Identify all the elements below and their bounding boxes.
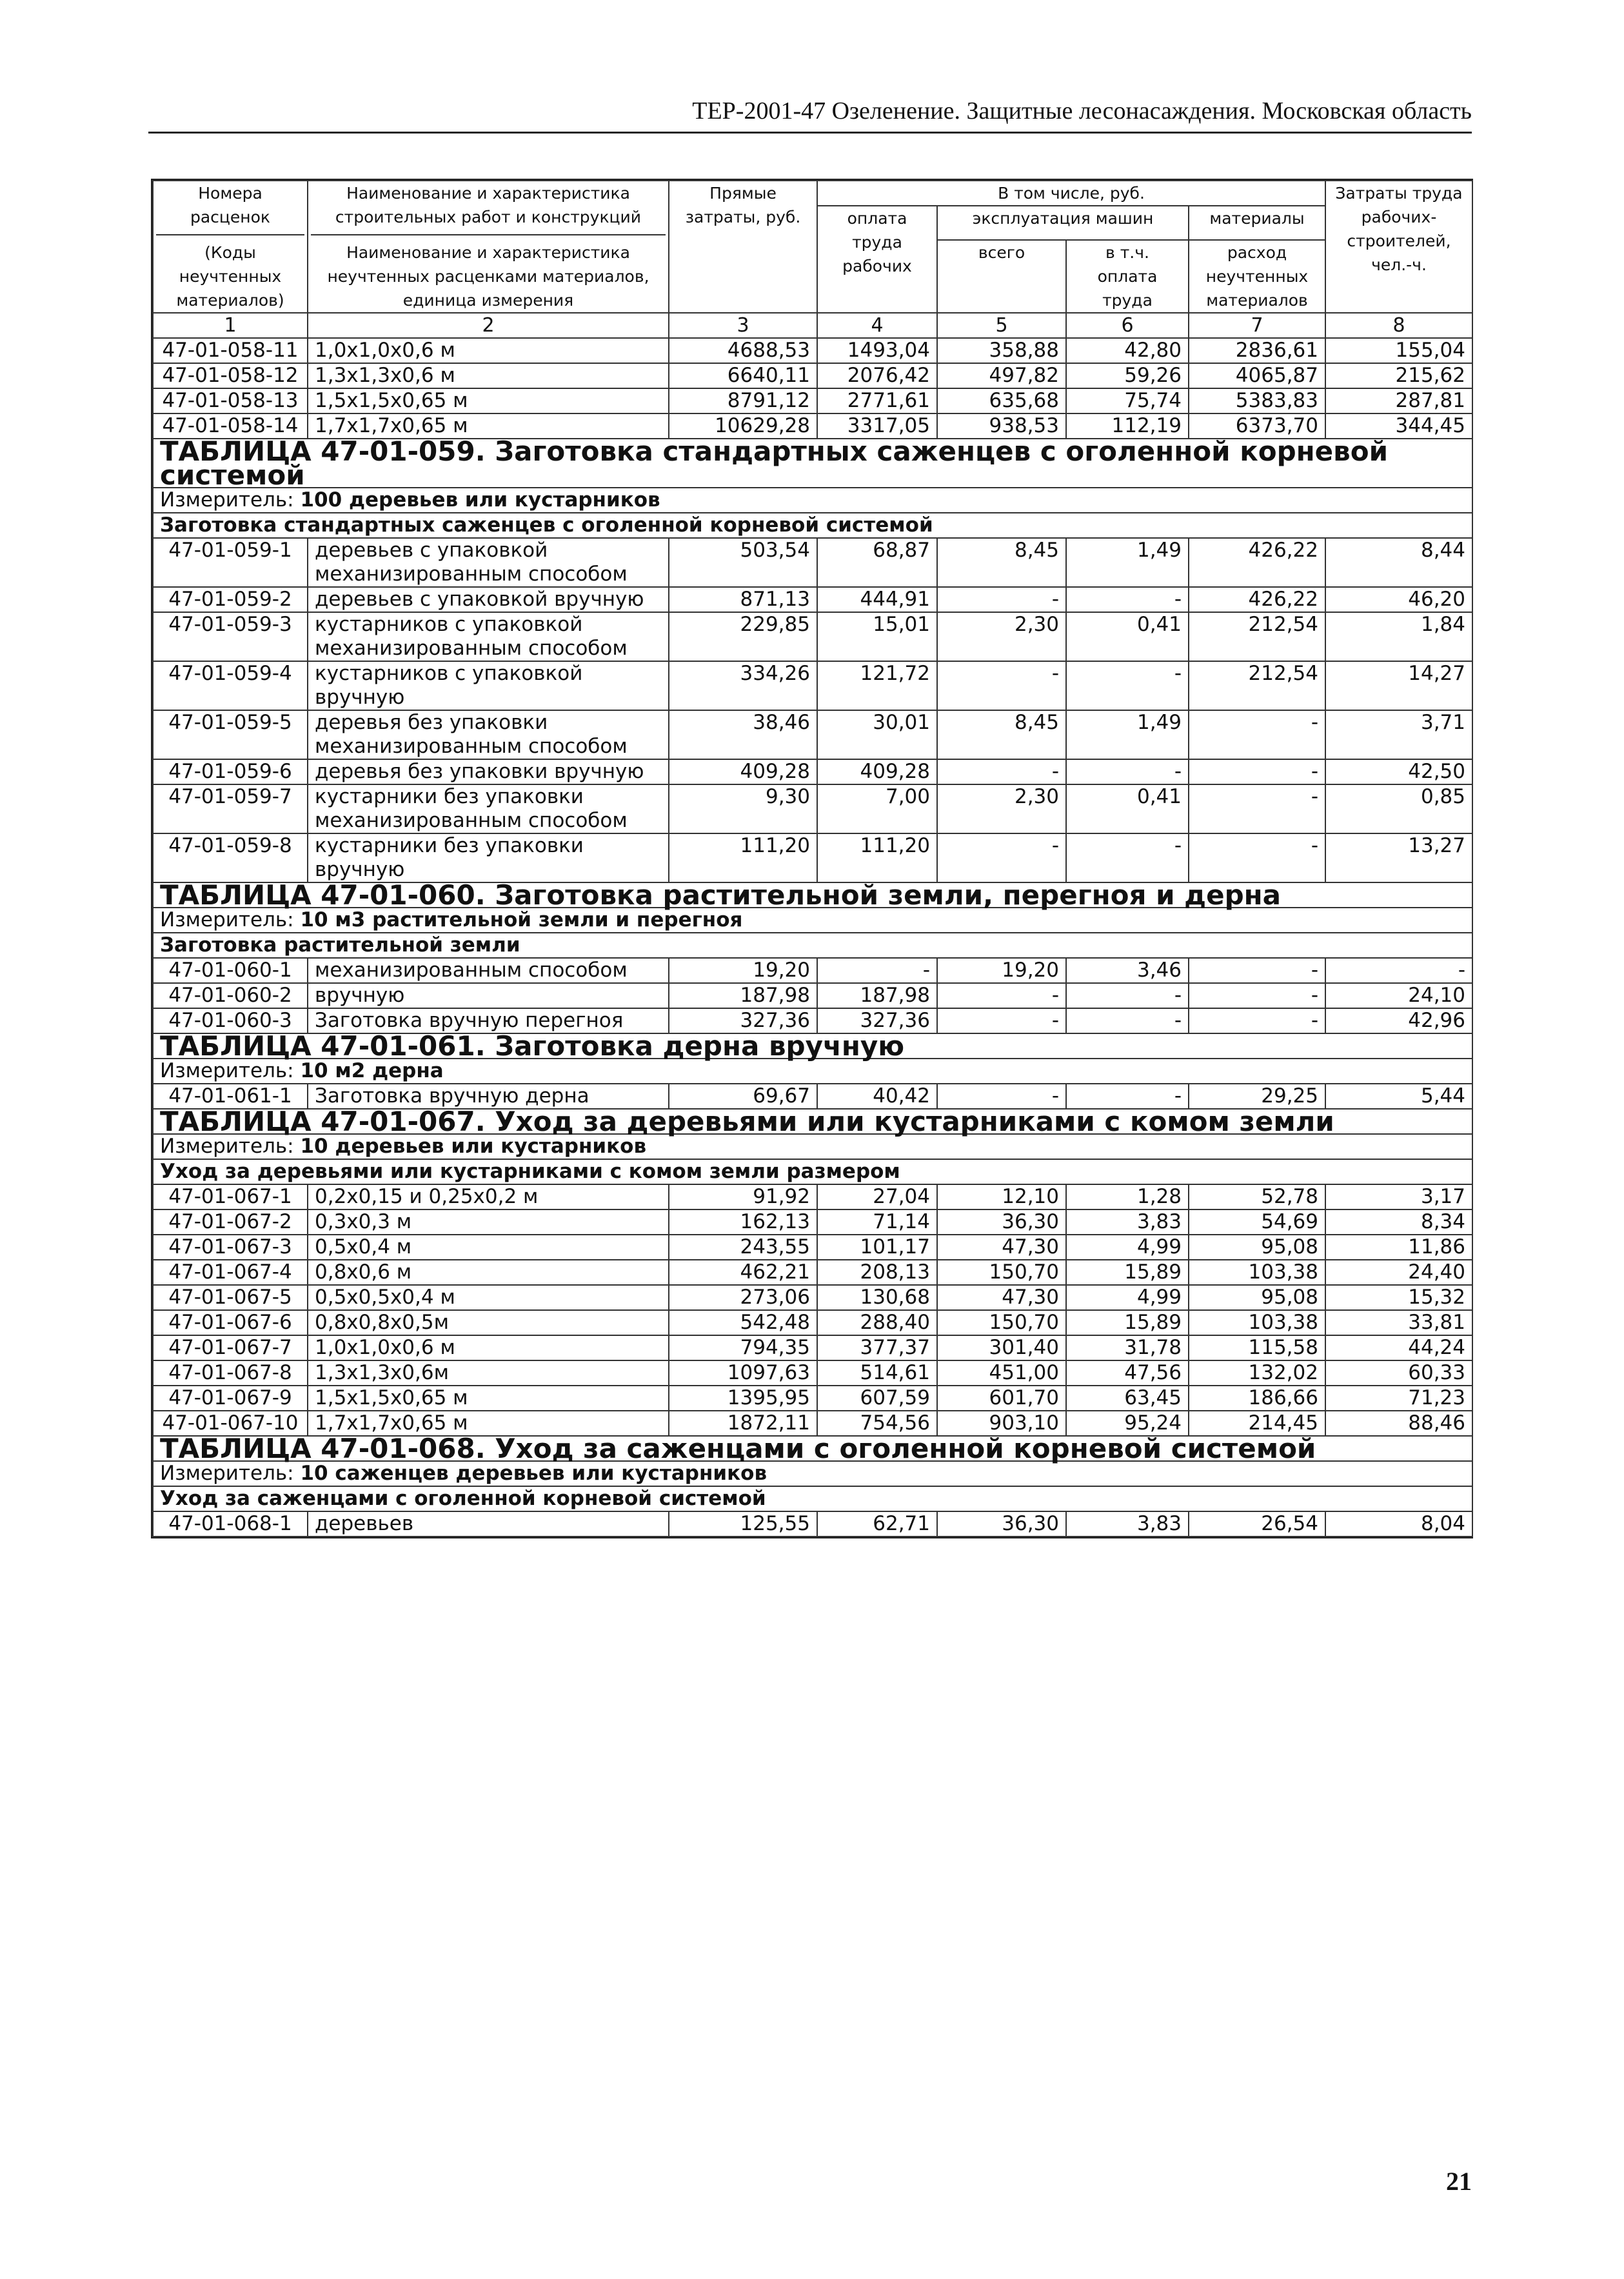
cell-mat: 186,66 xyxy=(1189,1386,1325,1411)
col-number: 1 xyxy=(153,313,308,338)
table-title-row xyxy=(153,1436,1472,1461)
section-row xyxy=(153,1159,1472,1184)
meter-row xyxy=(153,488,1472,513)
table-row xyxy=(153,1386,1472,1411)
cell-name: деревья без упаковки механизированным способом xyxy=(308,710,669,759)
cell-name: кустарников с упаковкой вручную xyxy=(308,661,669,710)
meter-row xyxy=(153,1134,1472,1159)
cell-mach: 8,45 xyxy=(937,710,1066,759)
cell-direct: 542,48 xyxy=(669,1310,817,1335)
table-title: ТАБЛИЦА 47-01-060. Заготовка растительной земли, перегноя и дерна xyxy=(153,882,1472,908)
cell-hours: 71,23 xyxy=(1325,1386,1472,1411)
section-row xyxy=(153,1486,1472,1511)
header-row-1 xyxy=(153,181,1472,206)
cell-code: 47-01-058-11 xyxy=(153,338,308,363)
cell-mat: 54,69 xyxy=(1189,1209,1325,1235)
cell-direct: 462,21 xyxy=(669,1260,817,1285)
cell-code: 47-01-061-1 xyxy=(153,1084,308,1109)
cell-mat: - xyxy=(1189,710,1325,759)
cell-hours: 13,27 xyxy=(1325,833,1472,882)
cell-mach_labor: 95,24 xyxy=(1066,1411,1189,1436)
cell-labor: 2771,61 xyxy=(817,388,937,413)
cell-mach: - xyxy=(937,833,1066,882)
cell-code: 47-01-059-4 xyxy=(153,661,308,710)
cell-mach_labor: - xyxy=(1066,587,1189,612)
cell-labor: 187,98 xyxy=(817,983,937,1008)
cell-hours: 5,44 xyxy=(1325,1084,1472,1109)
cell-name: вручную xyxy=(308,983,669,1008)
cell-mach: - xyxy=(937,1008,1066,1033)
cell-mach: - xyxy=(937,661,1066,710)
cell-hours: 46,20 xyxy=(1325,587,1472,612)
cell-mach_labor: 112,19 xyxy=(1066,413,1189,439)
col-number: 7 xyxy=(1189,313,1325,338)
cell-mat: 95,08 xyxy=(1189,1285,1325,1310)
cell-code: 47-01-067-4 xyxy=(153,1260,308,1285)
cell-labor: 7,00 xyxy=(817,784,937,833)
cell-direct: 9,30 xyxy=(669,784,817,833)
cell-mat: 132,02 xyxy=(1189,1360,1325,1386)
header-name: Наименование и характеристика строительных работ и конструкций Наименование и характеристика неучтенных расценками материалов, единица измерения xyxy=(308,181,669,313)
cell-labor: 288,40 xyxy=(817,1310,937,1335)
header-codes: Номера расценок (Коды неучтенных материалов) xyxy=(153,181,308,313)
cell-code: 47-01-058-12 xyxy=(153,363,308,388)
col-number: 3 xyxy=(669,313,817,338)
cell-hours: 60,33 xyxy=(1325,1360,1472,1386)
table-row xyxy=(153,661,1472,710)
cell-labor: 130,68 xyxy=(817,1285,937,1310)
cell-mach_labor: - xyxy=(1066,759,1189,784)
cell-labor: 208,13 xyxy=(817,1260,937,1285)
cell-direct: 1872,11 xyxy=(669,1411,817,1436)
cell-code: 47-01-059-5 xyxy=(153,710,308,759)
cell-direct: 91,92 xyxy=(669,1184,817,1209)
cell-direct: 229,85 xyxy=(669,612,817,661)
cell-mat: - xyxy=(1189,983,1325,1008)
table-row xyxy=(153,1511,1472,1537)
cell-hours: 42,50 xyxy=(1325,759,1472,784)
cell-direct: 4688,53 xyxy=(669,338,817,363)
cell-hours: 1,84 xyxy=(1325,612,1472,661)
cell-code: 47-01-060-1 xyxy=(153,958,308,983)
cell-direct: 38,46 xyxy=(669,710,817,759)
cell-mach: 601,70 xyxy=(937,1386,1066,1411)
cell-direct: 8791,12 xyxy=(669,388,817,413)
meter: Измеритель: 10 м2 дерна xyxy=(153,1059,1472,1084)
cell-code: 47-01-059-1 xyxy=(153,538,308,587)
cell-hours: 15,32 xyxy=(1325,1285,1472,1310)
cell-mach: 36,30 xyxy=(937,1511,1066,1537)
cell-mat: 115,58 xyxy=(1189,1335,1325,1360)
column-numbers-row xyxy=(153,313,1472,338)
cell-mach: 903,10 xyxy=(937,1411,1066,1436)
cell-labor: 62,71 xyxy=(817,1511,937,1537)
header-machines-total: всего xyxy=(937,240,1066,313)
table-row xyxy=(153,1260,1472,1285)
cell-mat: 212,54 xyxy=(1189,661,1325,710)
cell-labor: 444,91 xyxy=(817,587,937,612)
cell-direct: 6640,11 xyxy=(669,363,817,388)
meter: Измеритель: 10 деревьев или кустарников xyxy=(153,1134,1472,1159)
table-row xyxy=(153,612,1472,661)
header-incl: В том числе, руб. xyxy=(817,181,1325,206)
cell-code: 47-01-059-3 xyxy=(153,612,308,661)
table-row xyxy=(153,784,1472,833)
cell-name: 1,7x1,7x0,65 м xyxy=(308,413,669,439)
cell-mach: 938,53 xyxy=(937,413,1066,439)
cell-hours: 44,24 xyxy=(1325,1335,1472,1360)
cell-mach_labor: - xyxy=(1066,983,1189,1008)
rates-table xyxy=(152,180,1473,1537)
cell-code: 47-01-067-8 xyxy=(153,1360,308,1386)
cell-code: 47-01-068-1 xyxy=(153,1511,308,1537)
cell-code: 47-01-059-6 xyxy=(153,759,308,784)
cell-mach: 36,30 xyxy=(937,1209,1066,1235)
table-row xyxy=(153,1360,1472,1386)
cell-code: 47-01-067-9 xyxy=(153,1386,308,1411)
cell-code: 47-01-059-2 xyxy=(153,587,308,612)
header-materials-sub: расход неучтенных материалов xyxy=(1189,240,1325,313)
cell-mach_labor: 0,41 xyxy=(1066,784,1189,833)
cell-name: кустарники без упаковки механизированным способом xyxy=(308,784,669,833)
table-row xyxy=(153,587,1472,612)
meter: Измеритель: 100 деревьев или кустарников xyxy=(153,488,1472,513)
cell-mach_labor: - xyxy=(1066,1008,1189,1033)
table-row xyxy=(153,958,1472,983)
cell-code: 47-01-067-10 xyxy=(153,1411,308,1436)
cell-name: 1,0x1,0x0,6 м xyxy=(308,1335,669,1360)
cell-hours: 287,81 xyxy=(1325,388,1472,413)
table-row xyxy=(153,1335,1472,1360)
cell-mach_labor: - xyxy=(1066,661,1189,710)
cell-direct: 10629,28 xyxy=(669,413,817,439)
cell-name: 0,8x0,6 м xyxy=(308,1260,669,1285)
cell-code: 47-01-059-8 xyxy=(153,833,308,882)
table-row xyxy=(153,759,1472,784)
cell-direct: 273,06 xyxy=(669,1285,817,1310)
meter: Измеритель: 10 саженцев деревьев или кустарников xyxy=(153,1461,1472,1486)
cell-hours: 33,81 xyxy=(1325,1310,1472,1335)
cell-hours: 8,04 xyxy=(1325,1511,1472,1537)
section-row xyxy=(153,933,1472,958)
cell-mat: 6373,70 xyxy=(1189,413,1325,439)
cell-name: 1,5x1,5x0,65 м xyxy=(308,388,669,413)
cell-mach: 47,30 xyxy=(937,1235,1066,1260)
cell-direct: 19,20 xyxy=(669,958,817,983)
cell-hours: 0,85 xyxy=(1325,784,1472,833)
cell-mach: - xyxy=(937,1084,1066,1109)
cell-name: механизированным способом xyxy=(308,958,669,983)
table-title-row xyxy=(153,439,1472,488)
cell-labor: 27,04 xyxy=(817,1184,937,1209)
meter: Измеритель: 10 м3 растительной земли и перегноя xyxy=(153,908,1472,933)
cell-mach_labor: - xyxy=(1066,833,1189,882)
cell-name: деревья без упаковки вручную xyxy=(308,759,669,784)
cell-labor: 101,17 xyxy=(817,1235,937,1260)
section-title: Уход за деревьями или кустарниками с комом земли размером xyxy=(153,1159,1472,1184)
cell-labor: 3317,05 xyxy=(817,413,937,439)
cell-mat: - xyxy=(1189,784,1325,833)
cell-labor: 1493,04 xyxy=(817,338,937,363)
cell-labor: 68,87 xyxy=(817,538,937,587)
header-direct: Прямые затраты, руб. xyxy=(669,181,817,313)
cell-mach_labor: 1,49 xyxy=(1066,538,1189,587)
cell-mach_labor: 42,80 xyxy=(1066,338,1189,363)
running-head: ТЕР-2001-47 Озеленение. Защитные лесонасаждения. Московская область xyxy=(148,97,1472,134)
cell-mat: 5383,83 xyxy=(1189,388,1325,413)
cell-name: 1,0x1,0x0,6 м xyxy=(308,338,669,363)
cell-code: 47-01-058-14 xyxy=(153,413,308,439)
cell-mach: 8,45 xyxy=(937,538,1066,587)
cell-mach_labor: 1,28 xyxy=(1066,1184,1189,1209)
cell-mach: - xyxy=(937,983,1066,1008)
table-row xyxy=(153,388,1472,413)
cell-name: 1,3x1,3x0,6м xyxy=(308,1360,669,1386)
cell-code: 47-01-060-3 xyxy=(153,1008,308,1033)
cell-name: Заготовка вручную дерна xyxy=(308,1084,669,1109)
col-number: 2 xyxy=(308,313,669,338)
cell-name: деревьев с упаковкой вручную xyxy=(308,587,669,612)
cell-labor: 377,37 xyxy=(817,1335,937,1360)
table-title-row xyxy=(153,1109,1472,1134)
cell-mach: 451,00 xyxy=(937,1360,1066,1386)
cell-mach_labor: 4,99 xyxy=(1066,1285,1189,1310)
cell-mat: 4065,87 xyxy=(1189,363,1325,388)
cell-direct: 69,67 xyxy=(669,1084,817,1109)
cell-mat: 103,38 xyxy=(1189,1310,1325,1335)
cell-code: 47-01-058-13 xyxy=(153,388,308,413)
cell-labor: 15,01 xyxy=(817,612,937,661)
cell-labor: 40,42 xyxy=(817,1084,937,1109)
cell-mach_labor: 3,83 xyxy=(1066,1511,1189,1537)
cell-labor: 514,61 xyxy=(817,1360,937,1386)
cell-mach: 497,82 xyxy=(937,363,1066,388)
cell-labor: 111,20 xyxy=(817,833,937,882)
cell-mach: 150,70 xyxy=(937,1260,1066,1285)
cell-mach_labor: 3,46 xyxy=(1066,958,1189,983)
cell-mach: 2,30 xyxy=(937,784,1066,833)
cell-mach_labor: 0,41 xyxy=(1066,612,1189,661)
cell-mach_labor: 4,99 xyxy=(1066,1235,1189,1260)
table-title: ТАБЛИЦА 47-01-067. Уход за деревьями или кустарниками с комом земли xyxy=(153,1109,1472,1134)
cell-mach_labor: 1,49 xyxy=(1066,710,1189,759)
cell-direct: 243,55 xyxy=(669,1235,817,1260)
cell-direct: 334,26 xyxy=(669,661,817,710)
section-title: Заготовка стандартных саженцев с оголенной корневой системой xyxy=(153,513,1472,538)
cell-code: 47-01-067-5 xyxy=(153,1285,308,1310)
cell-mat: - xyxy=(1189,1008,1325,1033)
cell-labor: 327,36 xyxy=(817,1008,937,1033)
table-title-row xyxy=(153,882,1472,908)
cell-mat: 95,08 xyxy=(1189,1235,1325,1260)
cell-mach: 635,68 xyxy=(937,388,1066,413)
cell-mat: 2836,61 xyxy=(1189,338,1325,363)
cell-labor: 71,14 xyxy=(817,1209,937,1235)
cell-mach_labor: 63,45 xyxy=(1066,1386,1189,1411)
table-row xyxy=(153,338,1472,363)
section-title: Заготовка растительной земли xyxy=(153,933,1472,958)
cell-direct: 187,98 xyxy=(669,983,817,1008)
cell-mach_labor: 3,83 xyxy=(1066,1209,1189,1235)
cell-name: 0,8x0,8x0,5м xyxy=(308,1310,669,1335)
col-number: 4 xyxy=(817,313,937,338)
header-machines: эксплуатация машин xyxy=(937,206,1189,240)
cell-mach_labor: 59,26 xyxy=(1066,363,1189,388)
col-number: 6 xyxy=(1066,313,1189,338)
section-title: Уход за саженцами с оголенной корневой системой xyxy=(153,1486,1472,1511)
cell-name: 0,5x0,5x0,4 м xyxy=(308,1285,669,1310)
cell-labor: 2076,42 xyxy=(817,363,937,388)
cell-hours: 344,45 xyxy=(1325,413,1472,439)
cell-direct: 327,36 xyxy=(669,1008,817,1033)
cell-mach: 301,40 xyxy=(937,1335,1066,1360)
cell-mat: 214,45 xyxy=(1189,1411,1325,1436)
cell-mach: 19,20 xyxy=(937,958,1066,983)
cell-mach: 358,88 xyxy=(937,338,1066,363)
rate-sheet xyxy=(151,179,1473,1538)
cell-mach_labor: 75,74 xyxy=(1066,388,1189,413)
cell-direct: 162,13 xyxy=(669,1209,817,1235)
cell-code: 47-01-067-7 xyxy=(153,1335,308,1360)
meter-row xyxy=(153,1059,1472,1084)
table-row xyxy=(153,538,1472,587)
cell-mach_labor: 47,56 xyxy=(1066,1360,1189,1386)
table-row xyxy=(153,1235,1472,1260)
cell-mach: 150,70 xyxy=(937,1310,1066,1335)
cell-code: 47-01-067-6 xyxy=(153,1310,308,1335)
header-machines-labor: в т.ч. оплата труда xyxy=(1066,240,1189,313)
cell-direct: 503,54 xyxy=(669,538,817,587)
cell-mat: 212,54 xyxy=(1189,612,1325,661)
cell-hours: 42,96 xyxy=(1325,1008,1472,1033)
col-number: 8 xyxy=(1325,313,1472,338)
table-row xyxy=(153,363,1472,388)
table-title: ТАБЛИЦА 47-01-068. Уход за саженцами с оголенной корневой системой xyxy=(153,1436,1472,1461)
col-number: 5 xyxy=(937,313,1066,338)
cell-mat: 426,22 xyxy=(1189,538,1325,587)
cell-labor: - xyxy=(817,958,937,983)
table-row xyxy=(153,1310,1472,1335)
cell-mat: 426,22 xyxy=(1189,587,1325,612)
cell-name: 1,5x1,5x0,65 м xyxy=(308,1386,669,1411)
cell-code: 47-01-067-2 xyxy=(153,1209,308,1235)
page-number: 21 xyxy=(1446,2167,1472,2196)
cell-direct: 794,35 xyxy=(669,1335,817,1360)
cell-mat: 26,54 xyxy=(1189,1511,1325,1537)
cell-labor: 409,28 xyxy=(817,759,937,784)
meter-row xyxy=(153,908,1472,933)
cell-direct: 1097,63 xyxy=(669,1360,817,1386)
cell-mach: 47,30 xyxy=(937,1285,1066,1310)
cell-name: 1,7x1,7x0,65 м xyxy=(308,1411,669,1436)
cell-direct: 871,13 xyxy=(669,587,817,612)
table-row xyxy=(153,1184,1472,1209)
cell-mach_labor: 15,89 xyxy=(1066,1260,1189,1285)
cell-hours: - xyxy=(1325,958,1472,983)
cell-direct: 1395,95 xyxy=(669,1386,817,1411)
cell-mat: - xyxy=(1189,759,1325,784)
cell-name: деревьев с упаковкой механизированным способом xyxy=(308,538,669,587)
cell-labor: 607,59 xyxy=(817,1386,937,1411)
cell-labor: 754,56 xyxy=(817,1411,937,1436)
cell-mach_labor: 31,78 xyxy=(1066,1335,1189,1360)
cell-mach: 12,10 xyxy=(937,1184,1066,1209)
cell-mat: - xyxy=(1189,833,1325,882)
cell-name: 0,3x0,3 м xyxy=(308,1209,669,1235)
cell-code: 47-01-067-1 xyxy=(153,1184,308,1209)
cell-labor: 30,01 xyxy=(817,710,937,759)
cell-mat: 29,25 xyxy=(1189,1084,1325,1109)
meter-row xyxy=(153,1461,1472,1486)
cell-direct: 125,55 xyxy=(669,1511,817,1537)
cell-name: деревьев xyxy=(308,1511,669,1537)
cell-hours: 8,34 xyxy=(1325,1209,1472,1235)
cell-hours: 3,17 xyxy=(1325,1184,1472,1209)
cell-mat: - xyxy=(1189,958,1325,983)
cell-hours: 155,04 xyxy=(1325,338,1472,363)
cell-name: 1,3x1,3x0,6 м xyxy=(308,363,669,388)
header-materials: материалы xyxy=(1189,206,1325,240)
cell-mat: 103,38 xyxy=(1189,1260,1325,1285)
cell-hours: 88,46 xyxy=(1325,1411,1472,1436)
cell-mat: 52,78 xyxy=(1189,1184,1325,1209)
cell-name: 0,5x0,4 м xyxy=(308,1235,669,1260)
cell-mach: - xyxy=(937,759,1066,784)
table-row xyxy=(153,1285,1472,1310)
cell-code: 47-01-060-2 xyxy=(153,983,308,1008)
cell-mach: 2,30 xyxy=(937,612,1066,661)
cell-direct: 409,28 xyxy=(669,759,817,784)
table-row xyxy=(153,833,1472,882)
cell-mach_labor: - xyxy=(1066,1084,1189,1109)
header-labor: оплата труда рабочих xyxy=(817,206,937,313)
cell-name: 0,2x0,15 и 0,25x0,2 м xyxy=(308,1184,669,1209)
cell-mach: - xyxy=(937,587,1066,612)
cell-hours: 24,40 xyxy=(1325,1260,1472,1285)
cell-hours: 14,27 xyxy=(1325,661,1472,710)
cell-hours: 8,44 xyxy=(1325,538,1472,587)
table-row xyxy=(153,983,1472,1008)
table-row xyxy=(153,710,1472,759)
cell-hours: 215,62 xyxy=(1325,363,1472,388)
cell-code: 47-01-059-7 xyxy=(153,784,308,833)
table-title: ТАБЛИЦА 47-01-061. Заготовка дерна вручную xyxy=(153,1033,1472,1059)
header-workers: Затраты труда рабочих-строителей, чел.-ч. xyxy=(1325,181,1472,313)
cell-mach_labor: 15,89 xyxy=(1066,1310,1189,1335)
cell-direct: 111,20 xyxy=(669,833,817,882)
cell-name: кустарники без упаковки вручную xyxy=(308,833,669,882)
cell-hours: 24,10 xyxy=(1325,983,1472,1008)
cell-hours: 3,71 xyxy=(1325,710,1472,759)
cell-name: кустарников с упаковкой механизированным способом xyxy=(308,612,669,661)
table-title: ТАБЛИЦА 47-01-059. Заготовка стандартных саженцев с оголенной корневой системой xyxy=(153,439,1472,488)
table-row xyxy=(153,1209,1472,1235)
cell-code: 47-01-067-3 xyxy=(153,1235,308,1260)
cell-labor: 121,72 xyxy=(817,661,937,710)
cell-name: Заготовка вручную перегноя xyxy=(308,1008,669,1033)
cell-hours: 11,86 xyxy=(1325,1235,1472,1260)
section-row xyxy=(153,513,1472,538)
table-title-row xyxy=(153,1033,1472,1059)
